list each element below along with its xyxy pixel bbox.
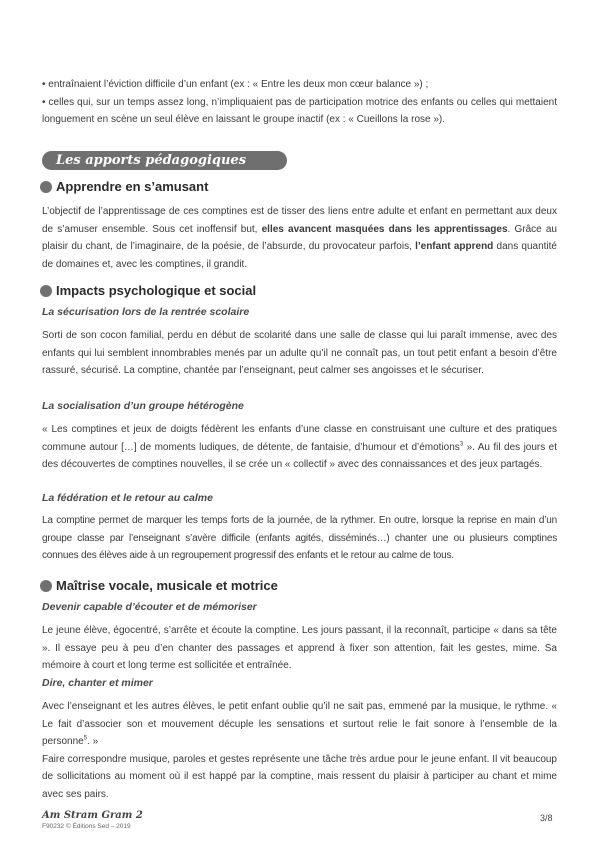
paragraph: Sorti de son cocon familial, perdu en début de scolarité dans une salle de classe qui lui paraît immense, avec des enfants qui lui semblent innombrables menés par un adulte qu’il ne connaît pas, un tout petit enfant a besoin d’être rassuré, sécurisé. La comptine, chantée par l’enseignant, peut calmer ses angoisses et le sécuriser. (42, 330, 557, 377)
paragraph (42, 698, 557, 751)
subheading: Dire, chanter et mimer (42, 677, 153, 689)
paragraph (42, 203, 557, 273)
bold-text: elles avancent masquées dans les apprentissages (261, 223, 508, 235)
paragraph: Faire correspondre musique, paroles et gestes représente une tâche très ardue pour le jeune enfant. Il vit beaucoup de sollicitations au moment où il est happé par la comptine, mais ressent du plaisir à participer au chant et mime avec ses pairs. (42, 753, 557, 800)
paragraph: La comptine permet de marquer les temps forts de la journée, de la rythmer. En outre, lorsque la reprise en main d’un groupe classe par l’enseignant s’avère difficile (enfants agités, disséminés…) chanter une ou plusieurs comptines connues des élèves aide à un regroupement progressif des enfants et le retour au calme de tous. (42, 515, 557, 562)
subheading: Devenir capable d’écouter et de mémoriser (42, 601, 257, 613)
paragraph: Le jeune élève, égocentré, s’arrête et écoute la comptine. Les jours passant, il la reconnaît, participe « dans sa tête ». Il essaye peu à peu d’en chanter des passages et apprend à fixer son attention, fait les gestes, mime. Sa mémoire à court et long terme est sollicitée et entraînée. (42, 625, 557, 672)
section-heading (40, 283, 256, 298)
heading-text: Maîtrise vocale, musicale et motrice (56, 578, 278, 593)
text-run: « Les comptines et jeux de doigts fédèrent les enfants d’une classe en construisant une culture et des pratiques commune autour […] de moments ludiques, de détente, de fantaisie, d’humour et d’émotions (42, 424, 557, 453)
bullet-dot-icon (40, 181, 52, 193)
footer-copyright: F90232 © Éditions Sed – 2019 (42, 823, 131, 830)
bullet-dot-icon (40, 285, 52, 297)
bullet-item: • celles qui, sur un temps assez long, n’impliquaient pas de participation motrice des enfants ou celles qui mettaient longuement en scène un seul élève en laissant le groupe inactif (ex : « Cueillons la rose »). (42, 96, 557, 126)
bullet-dot-icon (40, 580, 52, 592)
text-run: ». Au fil des jours et des découvertes de comptines nouvelles, il se crée un « collectif » avec des connaissances et des jeux partagés. (42, 441, 557, 471)
section-heading (40, 578, 278, 593)
footnote-ref: 3 (459, 441, 464, 448)
subheading: La socialisation d’un groupe hétérogène (42, 400, 244, 412)
text-run: Avec l’enseignant et les autres élèves, le petit enfant oublie qu’il ne sait pas, emmené par la musique, le rythme. « Le fait d’associer son et mouvement décuple les sensations et surtout relie le fait sonore à l’ensemble de la personne (42, 701, 557, 748)
section-banner: Les apports pédagogiques (42, 151, 287, 170)
text-run: . » (87, 736, 99, 748)
subheading: La fédération et le retour au calme (42, 492, 213, 504)
paragraph-group (42, 698, 557, 804)
text-run: . Grâce au plaisir du chant, de l’imaginaire, de la poésie, de l’absurde, du provocateur parfois, (42, 223, 557, 253)
bullet-item: • entraînaient l’éviction difficile d’un enfant (ex : « Entre les deux mon cœur balance ») ; (42, 79, 429, 90)
heading-text: Impacts psychologique et social (56, 283, 257, 298)
text-run: L’objectif de l’apprentissage de ces comptines est de tisser des liens entre adulte et enfant en permettant aux deux de s’amuser ensemble. Sous cet inoffensif but, (42, 206, 557, 235)
subheading: La sécurisation lors de la rentrée scolaire (42, 306, 250, 318)
bold-text: l’enfant apprend (415, 241, 494, 253)
footnote-ref: 5 (83, 735, 88, 742)
section-heading (40, 179, 208, 194)
intro-bullets (42, 76, 557, 129)
heading-text: Apprendre en s’amusant (56, 179, 209, 194)
paragraph (42, 421, 557, 474)
page-number: 3/8 (540, 813, 553, 823)
footer-title: Am Stram Gram 2 (42, 810, 143, 821)
text-run: dans quantité de domaines et, avec les comptines, il grandit. (42, 241, 557, 270)
